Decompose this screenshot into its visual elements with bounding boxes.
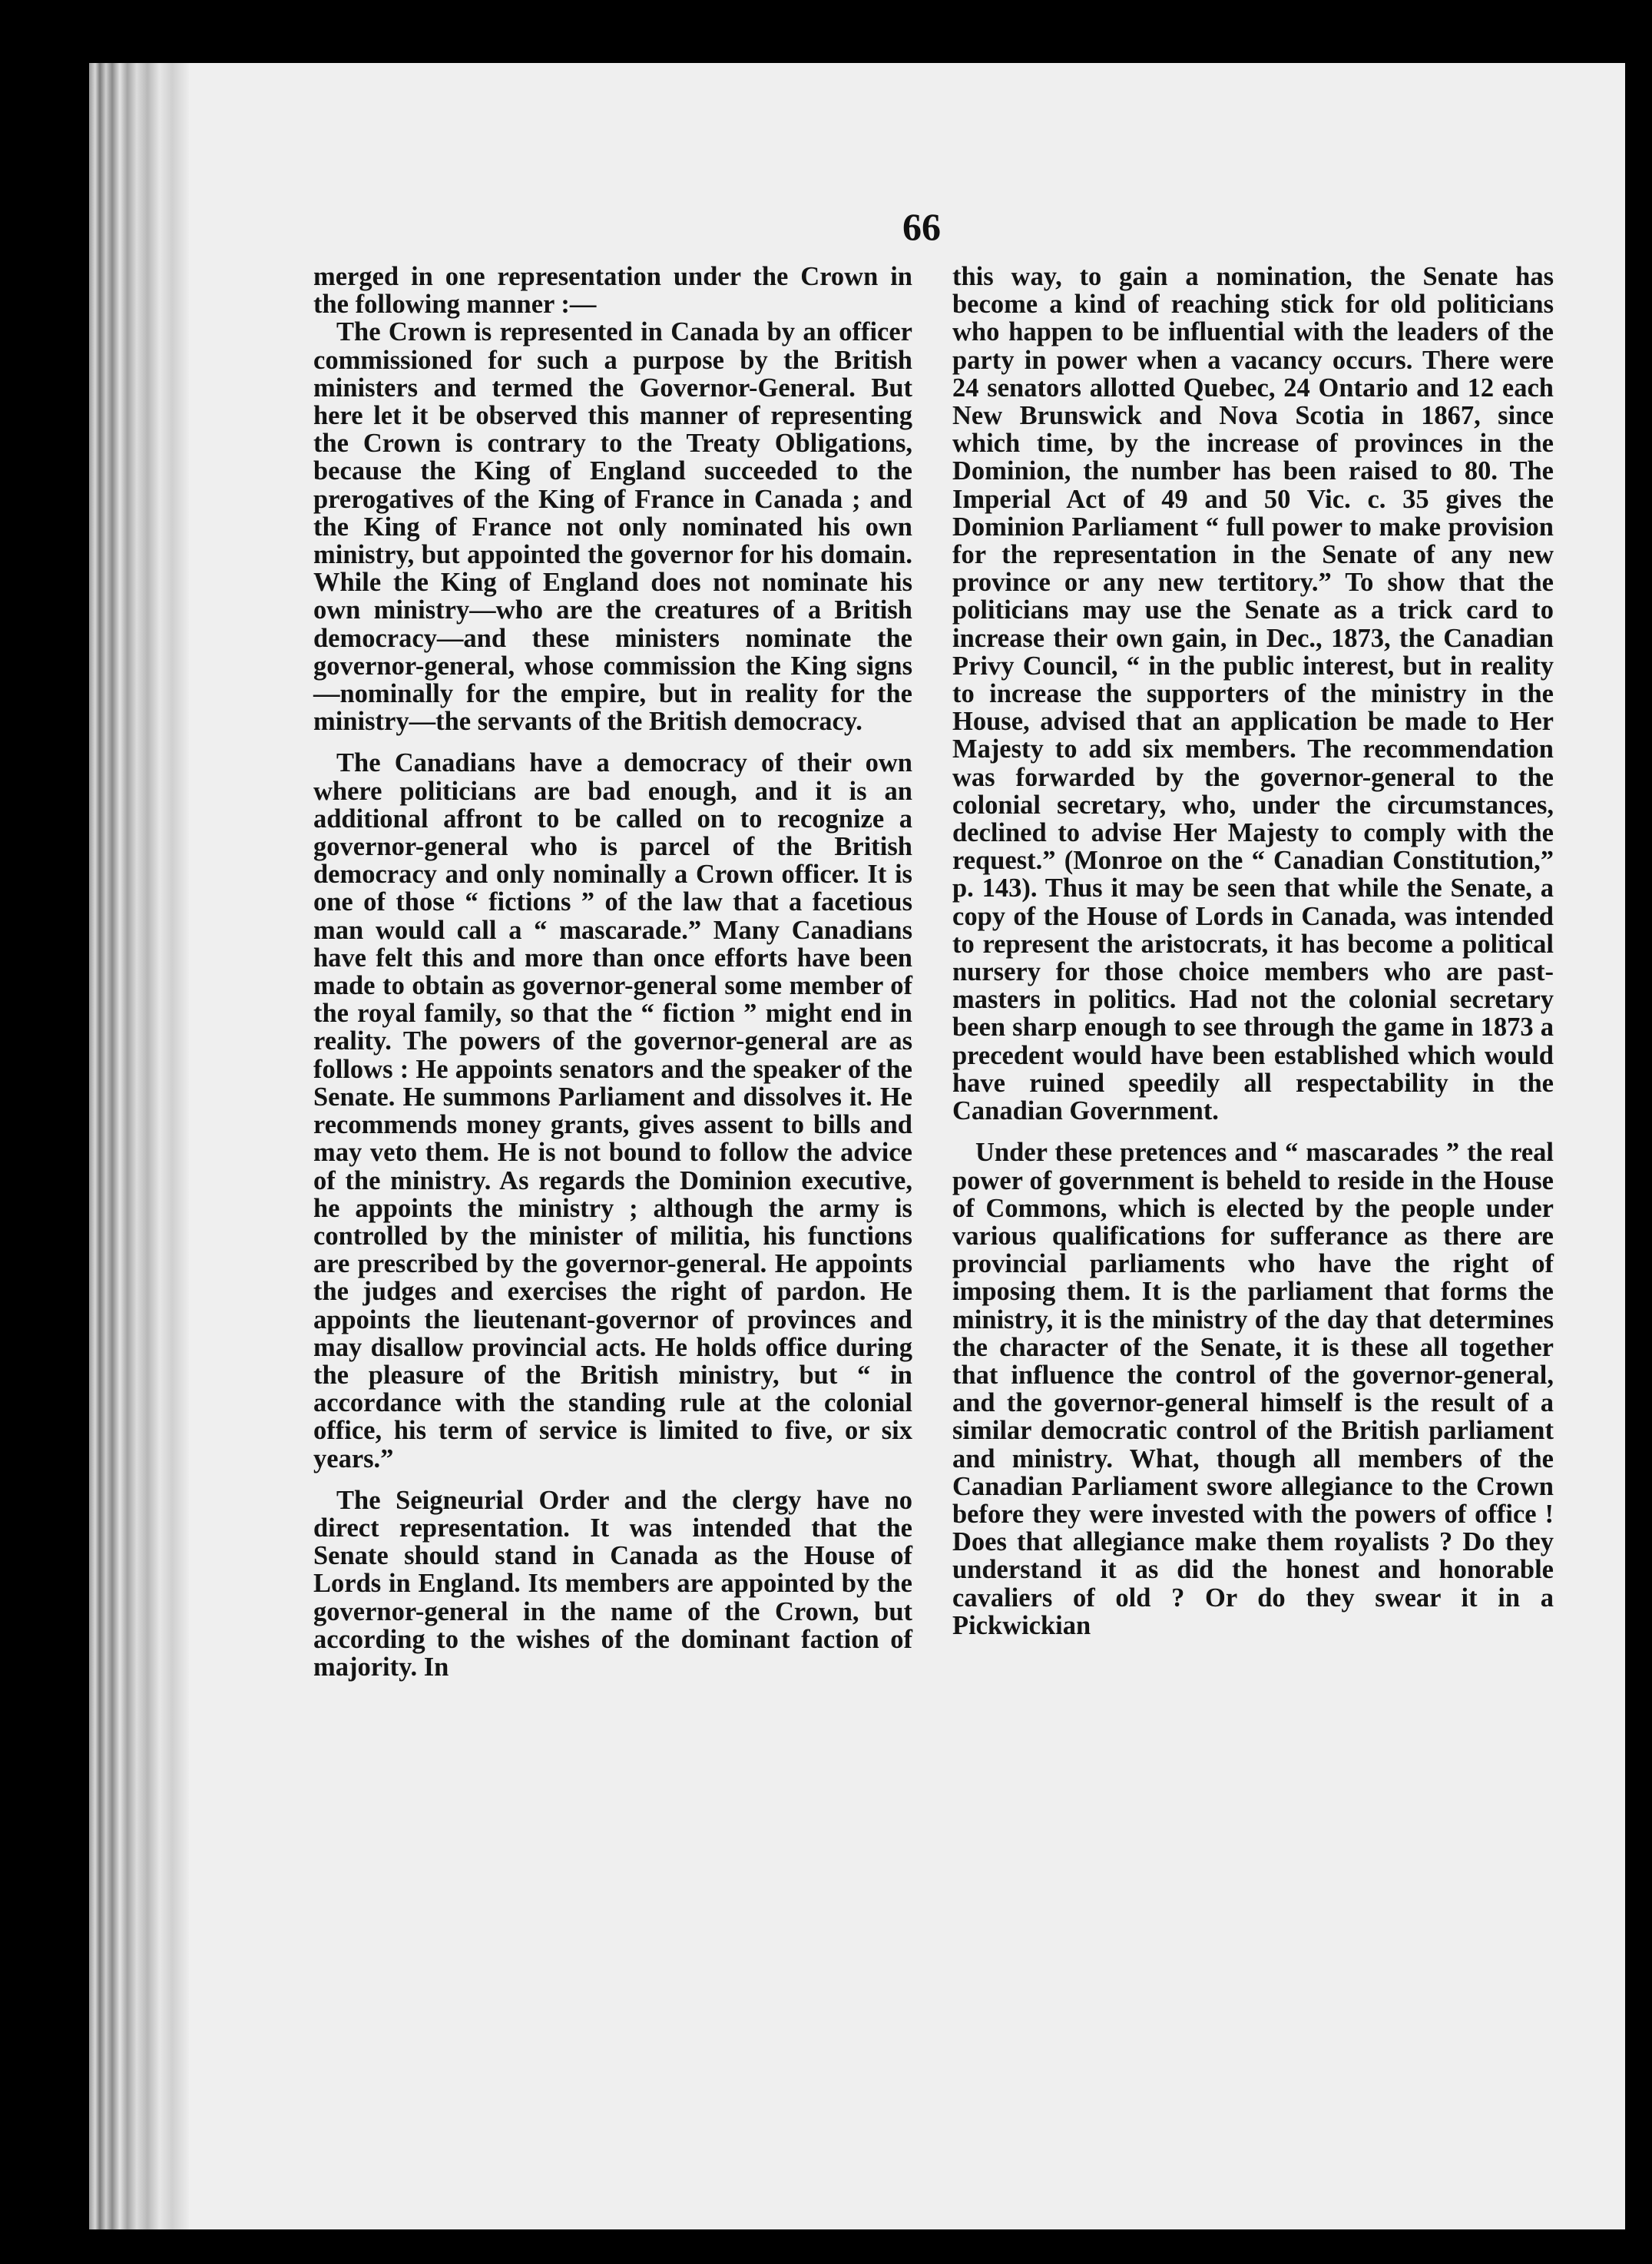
paragraph: The Canadians have a democracy of their own where politicians are bad enough, and it is an additional affront to be called on to recognize a governor-general who is parcel of the British democracy and only nominally a Crown officer. It is one of those “ fictions ” of the law that a facetious man would call a “ mascarade.” Many Canadians have felt this and more than once efforts have been made to obtain as governor-general some member of the royal family, so that the “ fiction ” might end in reality. The powers of the governor-general are as follows : He appoints senators and the speaker of the Senate. He summons Parliament and dissolves it. He recommends money grants, gives assent to bills and may veto them. He is not bound to follow the advice of the ministry. As regards the Dominion executive, he appoints the ministry ; although the army is controlled by the minister of militia, his functions are prescribed by the governor-general. He appoints the judges and exercises the right of pardon. He appoints the lieutenant-governor of provinces and may disallow provincial acts. He holds office during the pleasure of the British ministry, but “ in accordance with the standing rule at the colonial office, his term of service is limited to five, or six years.” [313, 748, 912, 1473]
page-number: 66 [902, 205, 941, 248]
paragraph: this way, to gain a nomination, the Senate has become a kind of reaching stick for old politicians who happen to be influential with the leaders of the party in power when a vacancy occurs. There were 24 senators allotted Quebec, 24 Ontario and 12 each New Brunswick and Nova Scotia in 1867, since which time, by the increase of provinces in the Dominion, the number has been raised to 80. The Imperial Act of 49 and 50 Vic. c. 35 gives the Dominion Parliament “ full power to make provision for the representation in the Senate of any new province or any new tertitory.” To show that the politicians may use the Senate as a trick card to increase their own gain, in Dec., 1873, the Canadian Privy Council, “ in the public interest, but in reality to increase the supporters of the ministry in the House, advised that an application be made to Her Majesty to add six members. The recommendation was forwarded by the governor-general to the colonial secretary, who, under the circumstances, declined to advise Her Majesty to comply with the request.” (Monroe on the “ Canadian Constitution,” p. 143). Thus it may be seen that while the Senate, a copy of the House of Lords in Canada, was intended to represent the aristocrats, it has become a political nursery for those choice members who are past-masters in politics. Had not the colonial secretary been sharp enough to see through the game in 1873 a precedent would have been established which would have ruined speedily all respectability in the Canadian Government. [952, 262, 1554, 1126]
paragraph: Under these pretences and “ mascarades ” the real power of government is beheld to reside in the House of Commons, which is elected by the people under various qualifications for sufferance as there are provincial parliaments who have the right of imposing them. It is the parliament that forms the ministry, it is the ministry of the day that determines the character of the Senate, it is these all together that influence the control of the governor-general, and the governor-general himself is the result of a similar democratic control of the British parliament and ministry. What, though all members of the Canadian Parliament swore allegiance to the Crown before they were invested with the powers of office ! Does that allegiance make them royalists ? Do they understand it as did the honest and honorable cavaliers of old ? Or do they swear it in a Pickwickian [952, 1138, 1554, 1640]
paragraph: merged in one representation under the Crown in the following manner :— [313, 262, 912, 320]
paragraph: The Crown is represented in Canada by an officer commissioned for such a purpose by the British ministers and termed the Governor-General. But here let it be observed this manner of representing the Crown is contrary to the Treaty Obligations, because the King of England succeeded to the prerogatives of the King of France in Canada ; and the King of France not only nominated his own ministry, but appointed the governor for his domain. While the King of England does not nominate his own ministry—who are the creatures of a British democracy—and these ministers nominate the governor-general, whose commission the King signs—nominally for the empire, but in reality for the ministry—the servants of the British democracy. [313, 317, 912, 737]
paragraph: The Seigneurial Order and the clergy have no direct representation. It was intended that the Senate should stand in Canada as the House of Lords in England. Its members are appointed by the governor-general in the name of the Crown, but according to the wishes of the dominant faction of majority. In [313, 1485, 912, 1682]
page-binding-edge [89, 63, 189, 2229]
left-text-column [313, 263, 912, 1681]
right-text-column [952, 263, 1554, 1639]
